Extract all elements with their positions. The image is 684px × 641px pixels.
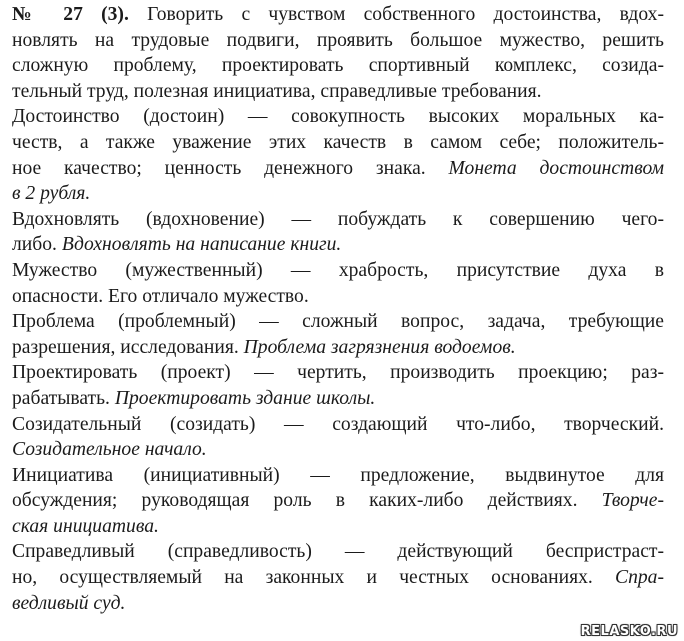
line-text: Инициатива (инициативный) — предложение, выдвинутое для: [12, 464, 664, 486]
definition-line: [12, 565, 664, 591]
example-text: Проблема загрязнения водоемов.: [243, 336, 516, 358]
text-line: [12, 79, 664, 105]
line-text: Проблема (проблемный) — сложный вопрос, задача, требующие: [12, 311, 664, 333]
definition-line: [12, 514, 664, 540]
document-page: [12, 2, 664, 616]
line-text: опасности. Его отличало мужество.: [12, 285, 309, 307]
line-text: либо.: [12, 234, 62, 256]
line-text: рабатывать.: [12, 387, 115, 409]
definition-line: [12, 488, 664, 514]
definition-line: [12, 412, 664, 438]
line-text: Проектировать (проект) — чертить, производить проекцию; раз-: [12, 362, 664, 384]
example-text: Вдохновлять на написание книги.: [61, 234, 342, 256]
example-text: ведливый суд.: [12, 592, 126, 614]
definition-line: [12, 386, 664, 412]
line-text: тельный труд, полезная инициатива, справедливые требования.: [12, 80, 542, 102]
definition-line: [12, 258, 664, 284]
definition-line: [12, 309, 664, 335]
line-text: Говорить с чувством собственного достоинства, вдох-: [128, 4, 664, 25]
definition-line: [12, 463, 664, 489]
definition-line: [12, 284, 664, 310]
definition-line: [12, 104, 664, 130]
definition-line: [12, 591, 664, 617]
line-text: разрешения, исследования.: [12, 336, 244, 358]
definition-line: [12, 360, 664, 386]
text-line: [12, 28, 664, 54]
line-text: Справедливый (справедливость) — действующий беспристраст-: [12, 541, 664, 563]
definition-line: [12, 539, 664, 565]
line-text: сложную проблему, проектировать спортивный комплекс, созида-: [12, 55, 664, 77]
line-text: новлять на трудовые подвиги, проявить большое мужество, решить: [12, 29, 664, 51]
line-text: Созидательный (созидать) — создающий что-либо, творческий.: [12, 413, 664, 435]
definition-line: [12, 232, 664, 258]
line-text: Мужество (мужественный) — храбрость, присутствие духа в: [12, 259, 664, 281]
definition-line: [12, 181, 664, 207]
definition-line: [12, 437, 664, 463]
example-text: Спра-: [615, 567, 664, 589]
example-text: Монета достоинством: [448, 157, 665, 179]
line-text: Достоинство (достоин) — совокупность высоких моральных ка-: [12, 106, 664, 128]
text-line: [12, 2, 664, 28]
definition-line: [12, 335, 664, 361]
example-text: Проектировать здание школы.: [114, 387, 376, 409]
site-watermark: RELASKO.RU: [580, 624, 678, 639]
example-text: Созидательное начало.: [12, 439, 207, 461]
line-text: но, осуществляемый на законных и честных основаниях.: [12, 567, 616, 589]
example-text: ская инициатива.: [12, 515, 159, 537]
line-text: ное качество; ценность денежного знака.: [12, 157, 449, 179]
example-text: в 2 рубля.: [12, 183, 91, 205]
text-line: [12, 53, 664, 79]
exercise-number: № 27 (3).: [12, 4, 129, 25]
line-text: честв, а также уважение этих качеств в самом себе; положитель-: [12, 131, 664, 153]
example-text: Творче-: [601, 490, 664, 512]
definition-line: [12, 156, 664, 182]
line-text: Вдохновлять (вдохновение) — побуждать к совершению чего-: [12, 208, 664, 230]
definition-line: [12, 130, 664, 156]
line-text: обсуждения; руководящая роль в каких-либо действиях.: [12, 490, 602, 512]
definition-line: [12, 207, 664, 233]
